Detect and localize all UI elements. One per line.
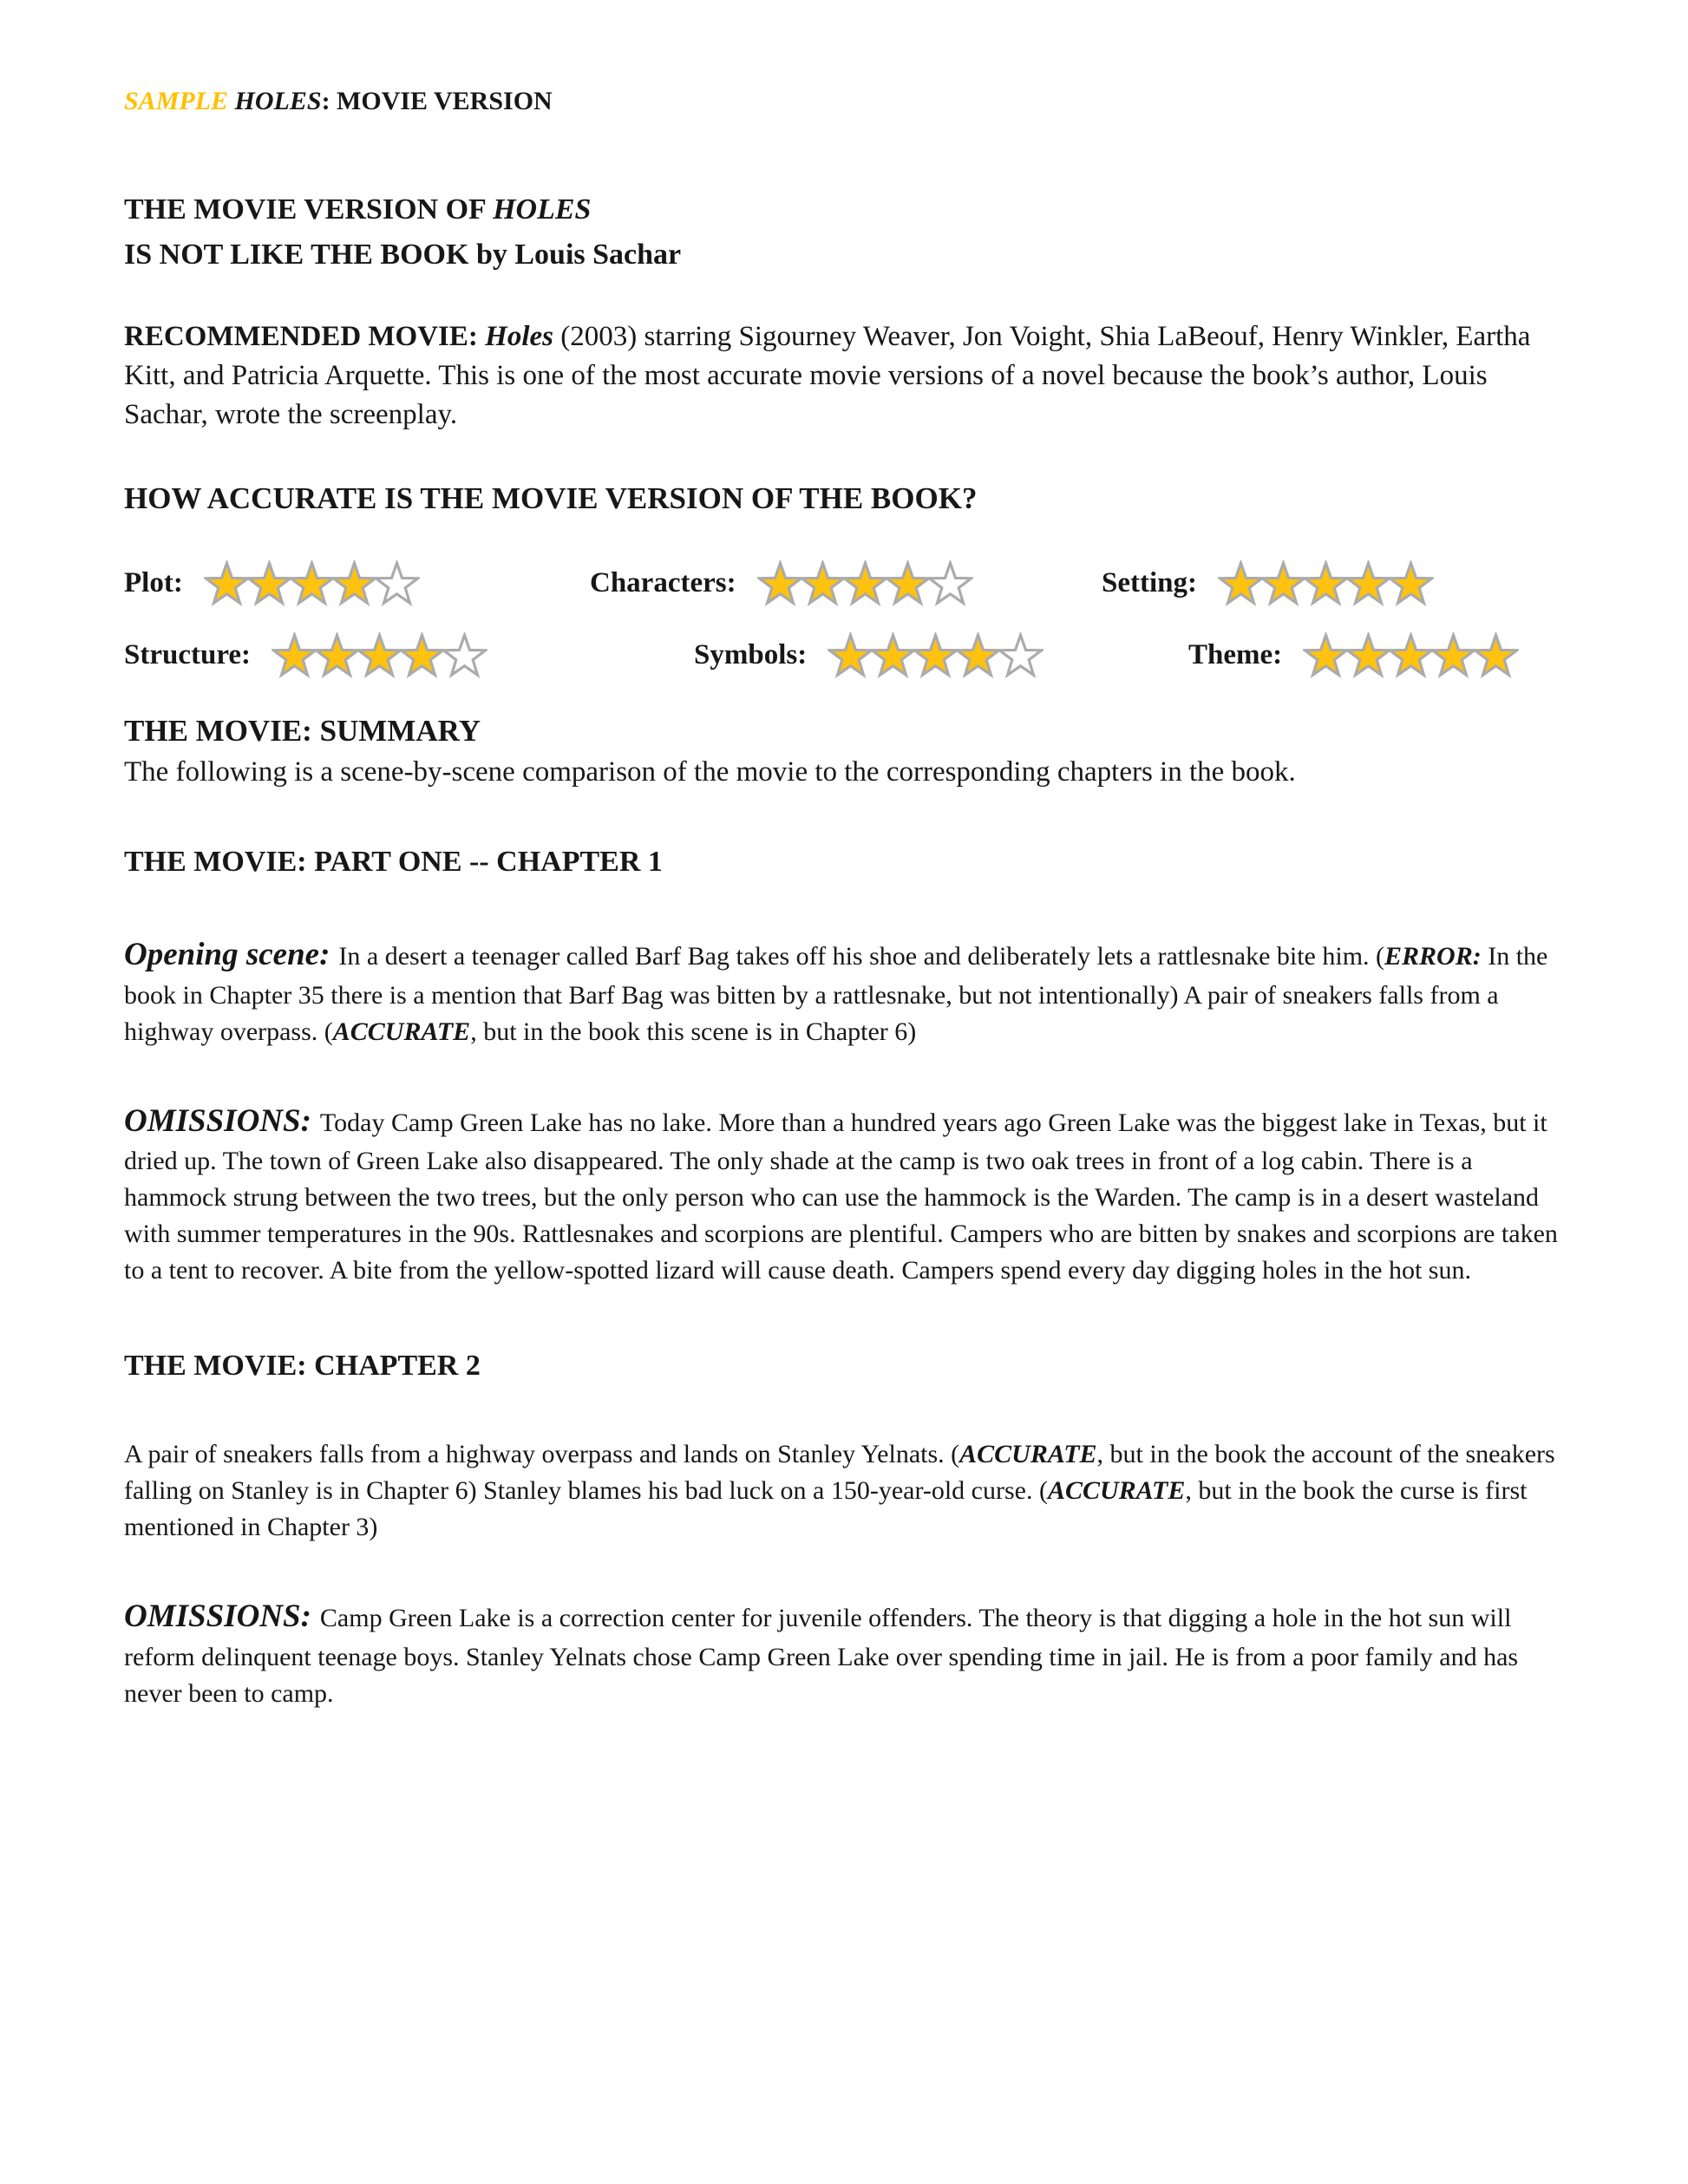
chapter2-omissions-paragraph xyxy=(124,1594,1567,1712)
rating-symbols xyxy=(694,632,1188,678)
text-segment: , but in the book this scene is in Chapter 6) xyxy=(470,1017,917,1046)
rating-theme xyxy=(1188,632,1515,678)
star-filled-icon xyxy=(1430,632,1476,678)
star-filled-icon xyxy=(1473,632,1519,678)
star-rating xyxy=(1303,632,1515,678)
star-rating xyxy=(272,632,484,678)
rating-structure xyxy=(124,632,694,678)
summary-paragraph: The following is a scene-by-scene comparison of the movie to the corresponding chapters in the book. xyxy=(124,755,1296,788)
star-empty-icon xyxy=(998,632,1044,678)
star-filled-icon xyxy=(331,560,377,606)
text-segment: HOLES xyxy=(493,193,592,226)
star-filled-icon xyxy=(1303,632,1349,678)
star-filled-icon xyxy=(1345,560,1391,606)
text-segment: : MOVIE VERSION xyxy=(321,87,553,115)
star-filled-icon xyxy=(757,560,803,606)
omissions-label: OMISSIONS: xyxy=(124,1102,311,1139)
text-segment: , but in the book the account of the sneakers falling on Stanley is in Chapter 6) Stanley blames his bad luck on a 150-year-old curse. ( xyxy=(124,1440,1555,1506)
opening-scene-label: Opening scene: xyxy=(124,936,330,972)
star-filled-icon xyxy=(828,632,873,678)
star-filled-icon xyxy=(955,632,1001,678)
star-rating xyxy=(204,560,416,606)
star-filled-icon xyxy=(289,560,335,606)
chapter1-heading: THE MOVIE: PART ONE -- CHAPTER 1 xyxy=(124,845,663,878)
star-rating xyxy=(757,560,970,606)
star-filled-icon xyxy=(1260,560,1306,606)
document-title xyxy=(124,187,1567,278)
opening-scene-text xyxy=(124,942,1547,1046)
chapter1-omissions-text: Today Camp Green Lake has no lake. More than a hundred years ago Green Lake was the biggest lake in Texas, but it dried up. The town of Green Lake also disappeared. The only shade at the camp is two oak trees in front of a log cabin. There is a hammock strung between the two trees, but the only person who can use the hammock is the Warden. The camp is in a desert wasteland with summer temperatures in the 90s. Rattlesnakes and scorpions are plentiful. Campers who are bitten by snakes and scorpions are taken to a tent to recover. A bite from the yellow-spotted lizard will cause death. Campers spend every day digging holes in the hot sun. xyxy=(124,1108,1558,1285)
text-segment: ACCURATE xyxy=(332,1017,471,1046)
rating-label: Characters: xyxy=(590,566,736,598)
rating-label: Setting: xyxy=(1102,566,1197,598)
text-segment: A pair of sneakers falls from a highway overpass and lands on Stanley Yelnats. ( xyxy=(124,1440,960,1469)
star-filled-icon xyxy=(1345,632,1391,678)
star-empty-icon xyxy=(374,560,420,606)
star-rating xyxy=(1218,560,1430,606)
ratings-section xyxy=(124,560,1567,678)
star-filled-icon xyxy=(1388,560,1434,606)
accuracy-heading: HOW ACCURATE IS THE MOVIE VERSION OF THE BOOK? xyxy=(124,481,978,515)
ratings-row-2 xyxy=(124,632,1567,678)
chapter2-heading: THE MOVIE: CHAPTER 2 xyxy=(124,1350,481,1383)
rating-label: Symbols: xyxy=(694,638,808,670)
omissions-label: OMISSIONS: xyxy=(124,1599,311,1635)
text-segment: HOLES xyxy=(234,87,322,115)
text-segment: ACCURATE xyxy=(959,1440,1097,1469)
rating-label: Theme: xyxy=(1188,638,1283,670)
rating-setting xyxy=(1102,560,1430,606)
star-filled-icon xyxy=(314,632,360,678)
rating-label: Structure: xyxy=(124,638,252,670)
text-segment: ACCURATE xyxy=(1047,1476,1186,1506)
star-filled-icon xyxy=(204,560,250,606)
recommended-movie-paragraph xyxy=(124,317,1567,435)
star-filled-icon xyxy=(842,560,888,606)
opening-scene-paragraph xyxy=(124,932,1567,1050)
star-filled-icon xyxy=(800,560,846,606)
star-filled-icon xyxy=(272,632,317,678)
star-filled-icon xyxy=(1218,560,1264,606)
text-segment: Holes xyxy=(485,321,553,353)
ratings-row-1 xyxy=(124,560,1567,606)
text-segment: In a desert a teenager called Barf Bag takes off his shoe and deliberately lets a rattlesnake bite him. ( xyxy=(338,941,1385,971)
rating-label: Plot: xyxy=(124,566,183,598)
star-filled-icon xyxy=(870,632,916,678)
star-empty-icon xyxy=(442,632,487,678)
text-segment: SAMPLE xyxy=(124,87,235,115)
chapter1-omissions-paragraph xyxy=(124,1099,1567,1290)
text-segment: ERROR: xyxy=(1384,941,1482,971)
star-filled-icon xyxy=(357,632,402,678)
star-filled-icon xyxy=(399,632,445,678)
text-segment: (2003) starring Sigourney Weaver, Jon Voight, Shia LaBeouf, Henry Winkler, Eartha Kitt, and Patricia Arquette. This is one of the most accurate movie versions of a novel because the book’s author, Louis Sachar, wrote the screenplay. xyxy=(124,321,1531,431)
star-empty-icon xyxy=(927,560,973,606)
text-segment: RECOMMENDED MOVIE: xyxy=(124,321,486,353)
rating-characters xyxy=(590,560,1102,606)
chapter2-paragraph xyxy=(124,1436,1567,1546)
document-header xyxy=(124,87,1567,116)
title-line-1 xyxy=(124,187,1567,232)
star-filled-icon xyxy=(1388,632,1434,678)
summary-heading: THE MOVIE: SUMMARY xyxy=(124,713,481,748)
star-filled-icon xyxy=(246,560,292,606)
star-filled-icon xyxy=(1303,560,1349,606)
chapter2-omissions-text: Camp Green Lake is a correction center for juvenile offenders. The theory is that digging a hole in the hot sun will reform delinquent teenage boys. Stanley Yelnats chose Camp Green Lake over spending time in jail. He is from a poor family and has never been to camp. xyxy=(124,1604,1519,1709)
rating-plot xyxy=(124,560,590,606)
star-rating xyxy=(828,632,1040,678)
text-segment: , but in the book the curse is first mentioned in Chapter 3) xyxy=(124,1476,1528,1542)
star-filled-icon xyxy=(885,560,931,606)
text-segment: THE MOVIE VERSION OF xyxy=(124,193,494,226)
text-segment: In the book in Chapter 35 there is a mention that Barf Bag was bitten by a rattlesnake, but not intentionally) A pair of sneakers falls from a highway overpass. ( xyxy=(124,941,1548,1046)
title-line-2: IS NOT LIKE THE BOOK by Louis Sachar xyxy=(124,239,682,271)
star-filled-icon xyxy=(913,632,958,678)
